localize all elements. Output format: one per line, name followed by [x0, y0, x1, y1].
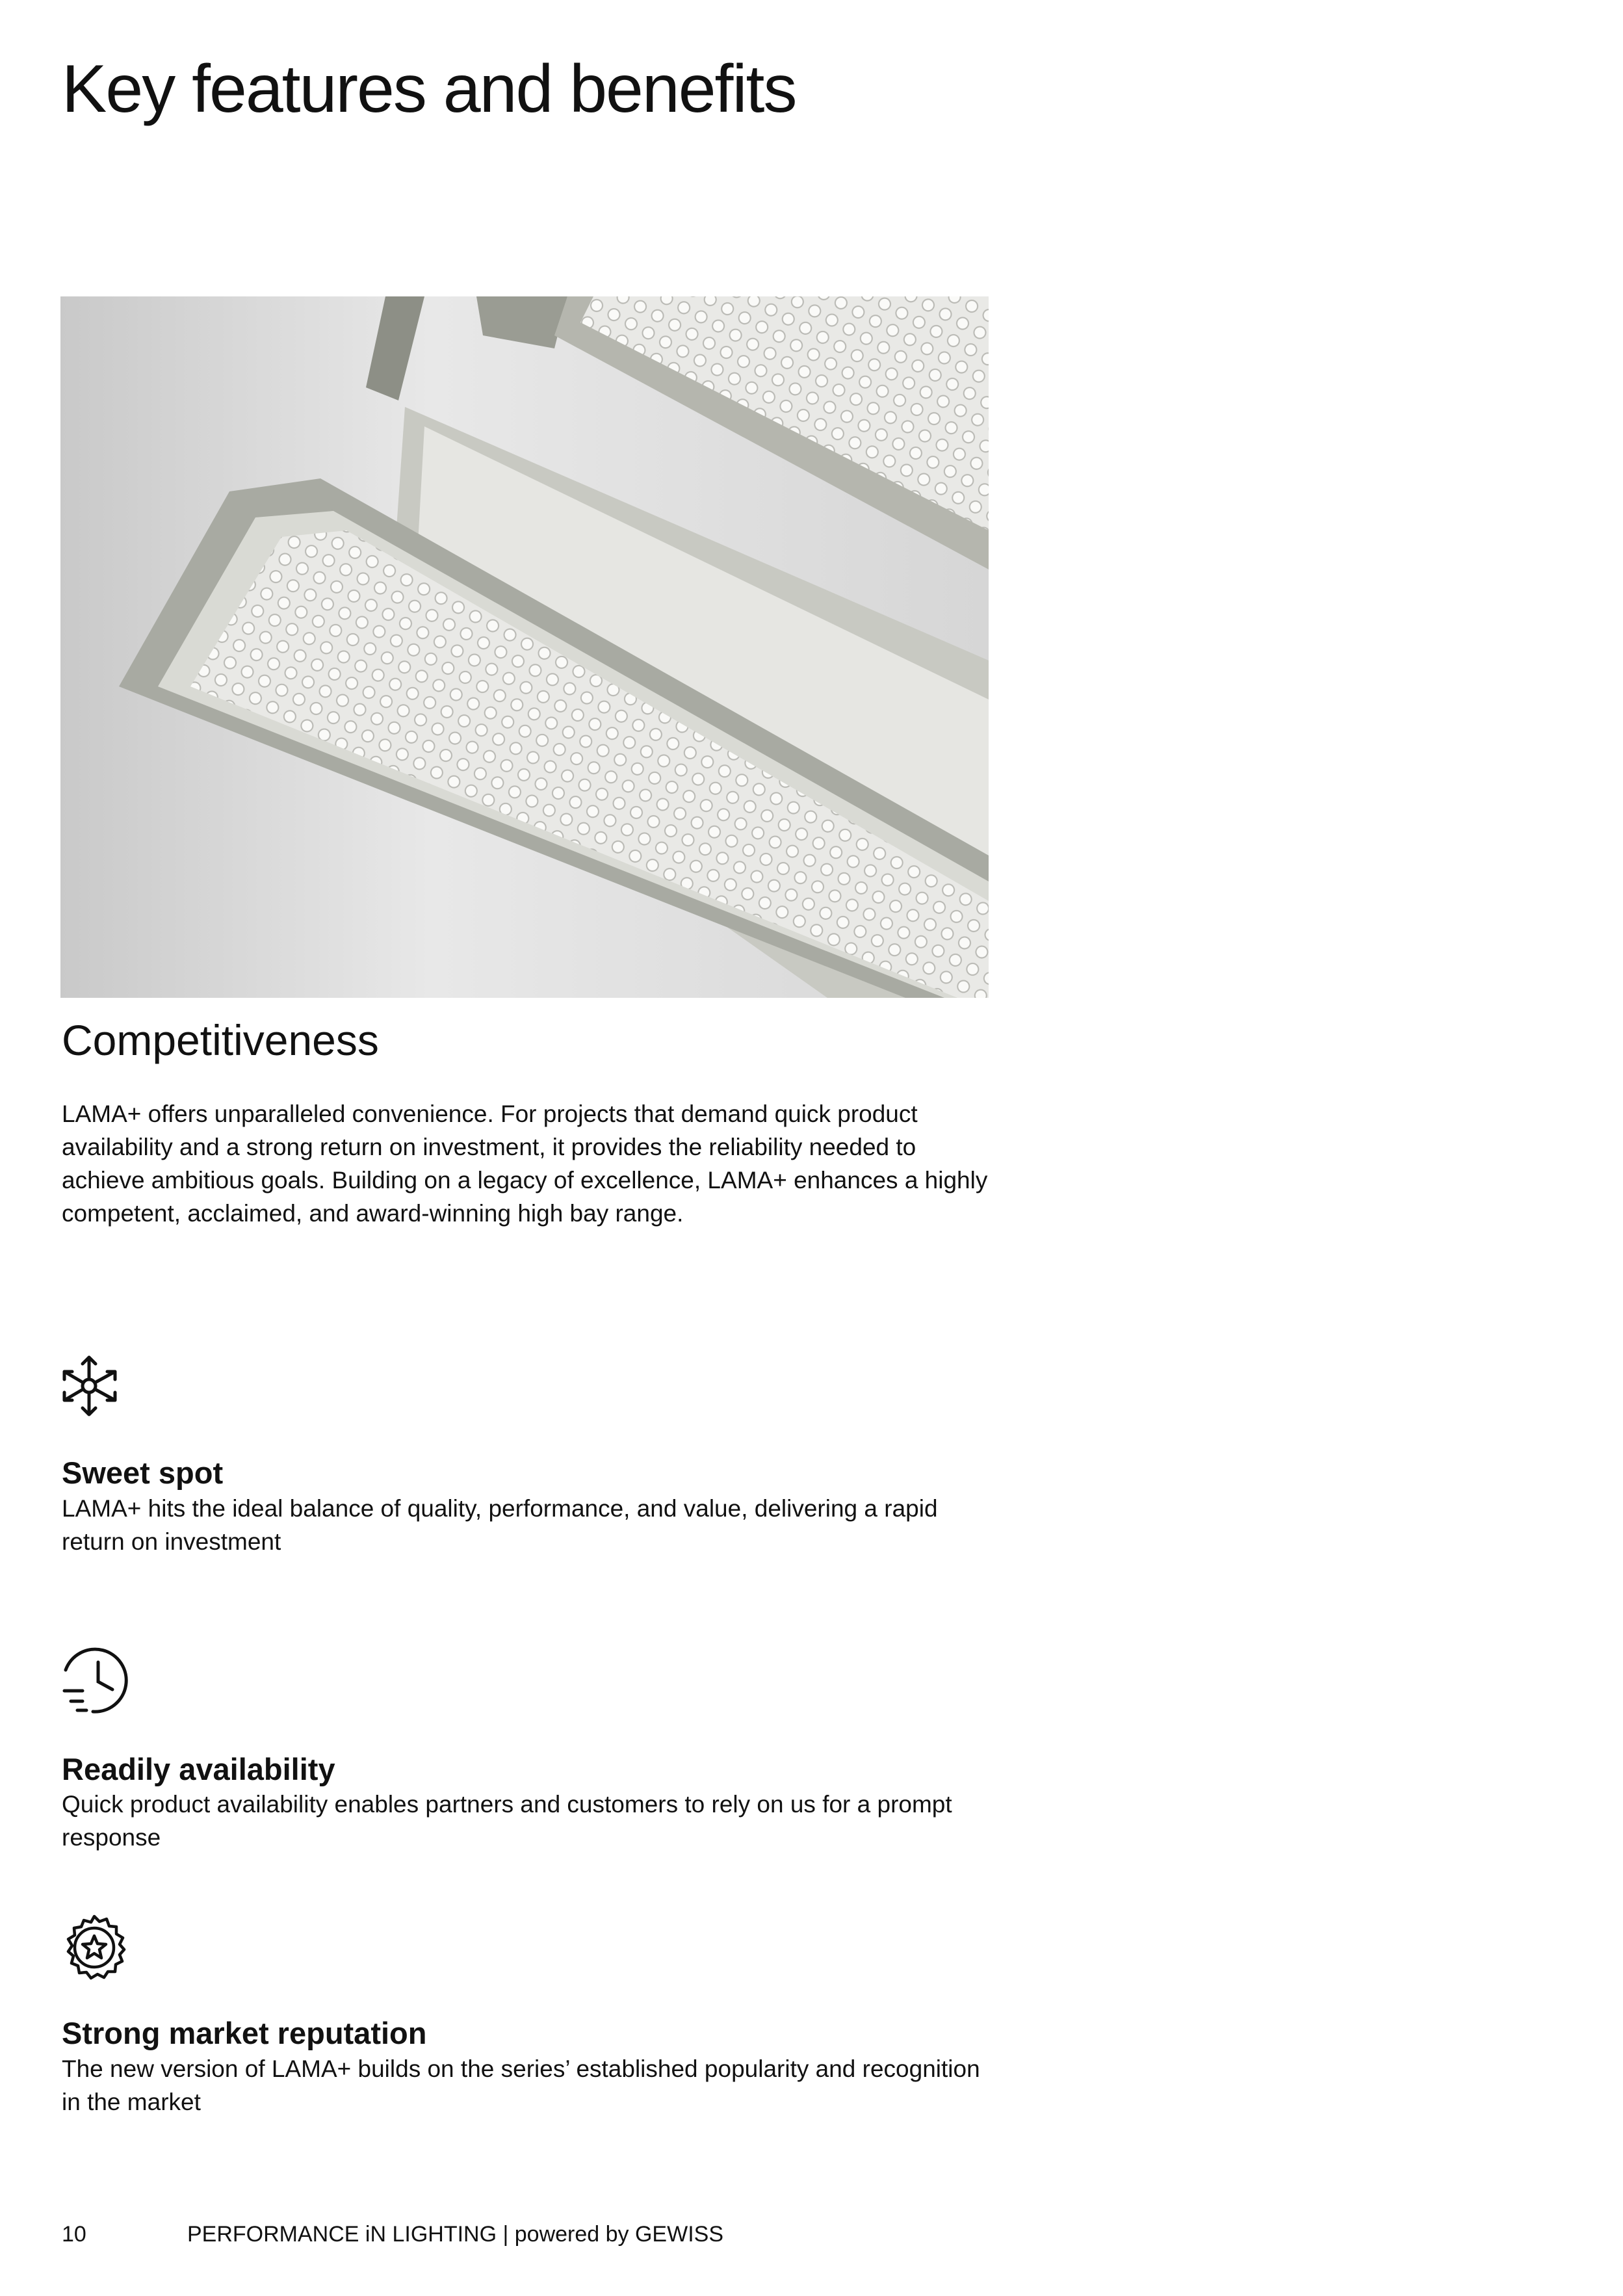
page-number: 10: [62, 2222, 86, 2247]
section-heading: Competitiveness: [62, 1016, 379, 1064]
feature-title: Sweet spot: [62, 1455, 224, 1490]
feature-title: Readily availability: [62, 1752, 335, 1786]
feature-text: Quick product availability enables partners and customers to rely on us for a prompt response: [62, 1791, 952, 1851]
feature-title: Strong market reputation: [62, 2016, 427, 2050]
product-photo-lama-luminaire: [60, 296, 989, 998]
feature-text: The new version of LAMA+ builds on the series’ established popularity and recognition in the market: [62, 2055, 980, 2115]
section-intro: LAMA+ offers unparalleled convenience. For projects that demand quick product availability and a strong return on investment, it provides the reliability needed to achieve ambitious goals. Building on a legacy of excellence, LAMA+ enhances a highly competent, acclaimed, and award-winning high bay range.: [62, 1101, 988, 1227]
feature-text: LAMA+ hits the ideal balance of quality, performance, and value, delivering a rapid return on investment: [62, 1495, 938, 1555]
star-badge-icon: [60, 1914, 123, 1979]
fast-clock-icon: [60, 1645, 123, 1710]
page-title: Key features and benefits: [62, 51, 796, 127]
footer-text: PERFORMANCE iN LIGHTING | powered by GEWISS: [187, 2222, 723, 2247]
arrows-expand-icon: [60, 1353, 123, 1418]
